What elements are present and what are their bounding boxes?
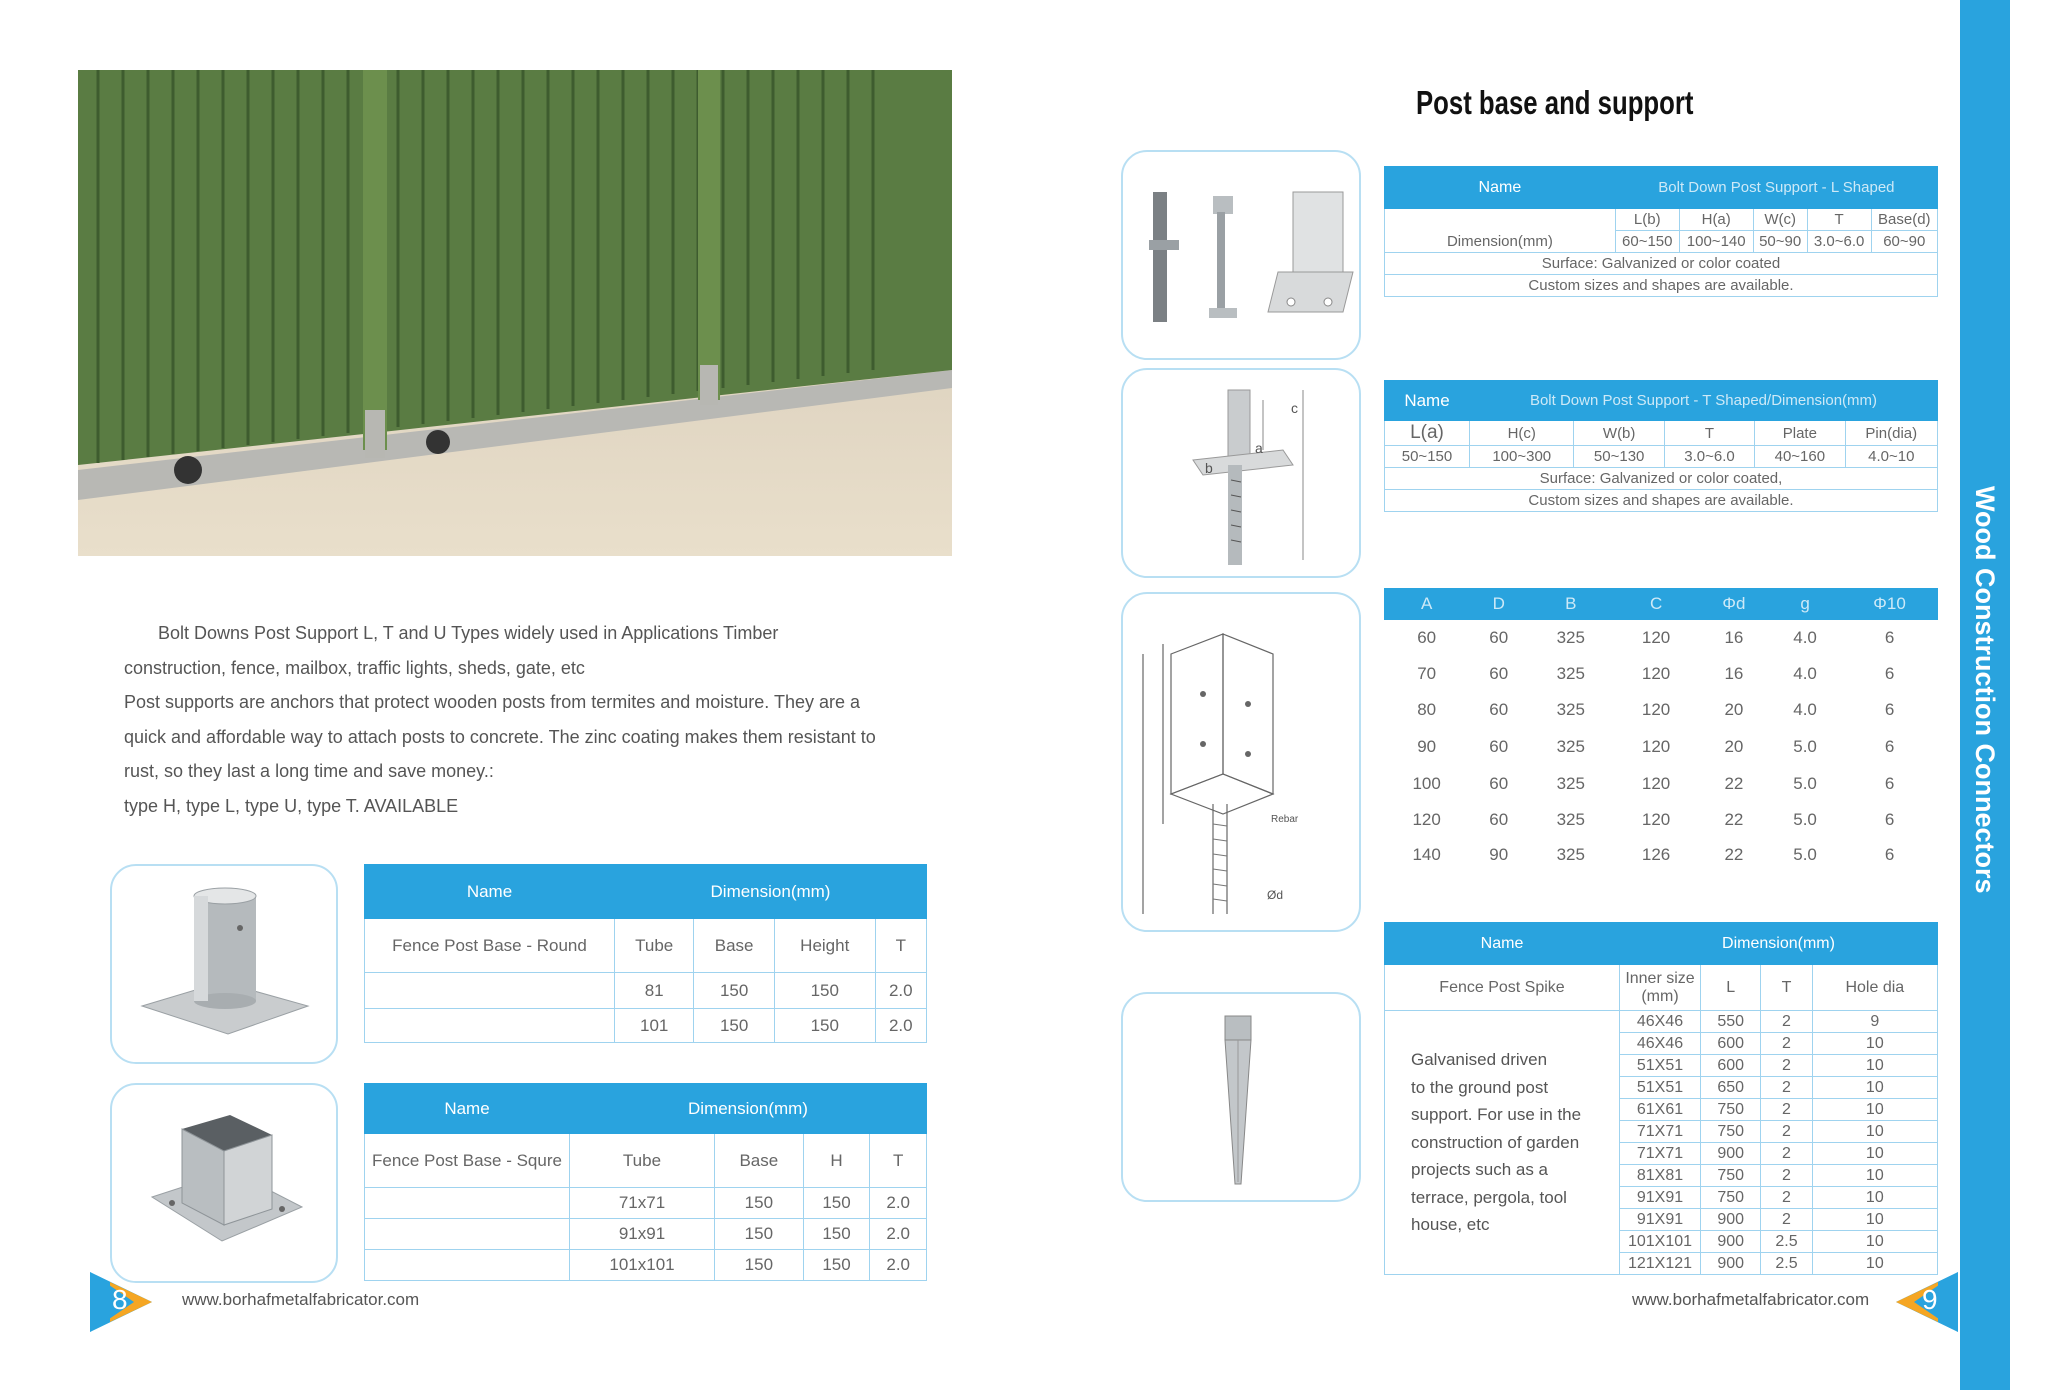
cell: 91X91 xyxy=(1620,1187,1701,1209)
surface-note: Surface: Galvanized or color coated xyxy=(1385,253,1938,275)
cell: 10 xyxy=(1812,1055,1937,1077)
table-row xyxy=(1384,802,1938,837)
cell: 325 xyxy=(1556,844,1585,864)
page-number: 8 xyxy=(112,1284,128,1315)
diagram-label-a: a xyxy=(1255,440,1263,456)
col-header: L(a) xyxy=(1385,421,1470,446)
cell: 650 xyxy=(1701,1077,1761,1099)
col-tube: Tube xyxy=(570,1134,715,1188)
col-header: Plate xyxy=(1755,421,1845,446)
cell: 900 xyxy=(1701,1231,1761,1253)
col-header: H(c) xyxy=(1470,421,1574,446)
cell: 121X121 xyxy=(1620,1253,1701,1275)
cell: 101X101 xyxy=(1620,1231,1701,1253)
cell: 50~90 xyxy=(1753,231,1807,253)
cell: 100 xyxy=(1412,774,1441,793)
cell: 6 xyxy=(1884,700,1895,719)
cell: 81X81 xyxy=(1620,1165,1701,1187)
col-header: H(a) xyxy=(1679,209,1753,231)
col-header: W(b) xyxy=(1574,421,1664,446)
col-header-name: Name xyxy=(365,865,615,919)
intro-line: quick and affordable way to attach posts to concrete. The zinc coating makes them resistant to xyxy=(124,726,876,747)
cell: 2 xyxy=(1761,1033,1812,1055)
product-description xyxy=(1385,1011,1620,1275)
cell: 22 xyxy=(1724,774,1744,793)
col-header-dimension: Dimension(mm) xyxy=(1620,923,1938,965)
description-line: construction of garden xyxy=(1411,1132,1580,1152)
cell: 120 xyxy=(1641,774,1671,793)
description-line: projects such as a xyxy=(1411,1160,1549,1180)
col-header: g xyxy=(1800,594,1810,613)
diagram-label-b: b xyxy=(1205,460,1213,476)
product-name: Fence Post Spike xyxy=(1385,965,1620,1011)
square-post-base-table xyxy=(364,1083,927,1281)
cell: 10 xyxy=(1812,1143,1937,1165)
cell: 150 xyxy=(694,973,775,1009)
cell: 10 xyxy=(1812,1187,1937,1209)
cell: 150 xyxy=(803,1188,870,1219)
square-post-base-image xyxy=(110,1083,338,1283)
cell: 90 xyxy=(1417,737,1437,756)
table-row xyxy=(1384,766,1938,802)
cell: 2 xyxy=(1761,1077,1812,1099)
cell: 2 xyxy=(1761,1187,1812,1209)
col-header-name: Name xyxy=(365,1084,570,1134)
cell: 10 xyxy=(1812,1231,1937,1253)
website-url-right[interactable]: www.borhafmetalfabricator.com xyxy=(1632,1290,1870,1309)
description-line: terrace, pergola, tool xyxy=(1411,1187,1567,1207)
table-row xyxy=(1384,692,1938,728)
table-row xyxy=(365,1250,927,1281)
col-header-name: Name xyxy=(1385,923,1620,965)
cell: 50~130 xyxy=(1574,446,1664,468)
page-number: 9 xyxy=(1922,1284,1938,1315)
custom-note: Custom sizes and shapes are available. xyxy=(1385,275,1938,297)
table-row xyxy=(1384,656,1938,692)
cell: 2.0 xyxy=(875,973,926,1009)
cell: 900 xyxy=(1701,1253,1761,1275)
cell: 150 xyxy=(803,1219,870,1250)
cell: 16 xyxy=(1724,664,1744,683)
cell: 150 xyxy=(774,973,875,1009)
table-row xyxy=(365,1188,927,1219)
col-header: A xyxy=(1420,594,1433,613)
col-header: Pin(dia) xyxy=(1845,421,1937,446)
diagram-label-od: Ød xyxy=(1267,888,1284,902)
cell: 60 xyxy=(1417,628,1437,647)
col-header: W(c) xyxy=(1753,209,1807,231)
cell: 10 xyxy=(1812,1165,1937,1187)
cell: 81 xyxy=(615,973,694,1009)
cell: 4.0 xyxy=(1793,700,1817,719)
col-t: T xyxy=(870,1134,927,1188)
cell: 2.5 xyxy=(1761,1231,1812,1253)
col-header: C xyxy=(1649,594,1663,613)
cell: 900 xyxy=(1701,1209,1761,1231)
u-shaped-support-diagram xyxy=(1121,592,1361,932)
cell: 6 xyxy=(1884,844,1895,864)
round-post-base-image xyxy=(110,864,338,1064)
row-label: Dimension(mm) xyxy=(1385,231,1616,253)
u-shaped-support-table xyxy=(1384,588,1938,872)
cell: 600 xyxy=(1701,1055,1761,1077)
col-height: Height xyxy=(774,919,875,973)
cell: 140 xyxy=(1412,844,1441,864)
cell: 10 xyxy=(1812,1209,1937,1231)
cell: 60 xyxy=(1489,809,1509,829)
table-row xyxy=(365,1219,927,1250)
col-header-dimension: Dimension(mm) xyxy=(615,865,927,919)
round-post-base-table xyxy=(364,864,927,1043)
cell: 120 xyxy=(1641,700,1671,719)
cell: 6 xyxy=(1884,628,1895,647)
table-row xyxy=(1384,837,1938,872)
cell: 40~160 xyxy=(1755,446,1845,468)
col-header: Φd xyxy=(1722,594,1746,613)
cell: 120 xyxy=(1412,809,1441,829)
page-number-left xyxy=(90,1272,154,1332)
cell: 5.0 xyxy=(1793,737,1817,756)
cell: 5.0 xyxy=(1793,774,1817,793)
cell: 51X51 xyxy=(1620,1077,1701,1099)
cell: 70 xyxy=(1417,664,1437,683)
side-tab xyxy=(1960,0,2010,1390)
cell: 2 xyxy=(1761,1099,1812,1121)
col-header: B xyxy=(1565,594,1577,613)
col-header: L xyxy=(1701,965,1761,1011)
cell: 900 xyxy=(1701,1143,1761,1165)
cell: 60 xyxy=(1489,700,1509,719)
cell: 71X71 xyxy=(1620,1121,1701,1143)
cell: 6 xyxy=(1884,809,1895,829)
l-shaped-support-image xyxy=(1121,150,1361,360)
cell: 51X51 xyxy=(1620,1055,1701,1077)
cell: 150 xyxy=(774,1009,875,1043)
cell: 2 xyxy=(1761,1209,1812,1231)
col-header: Hole dia xyxy=(1812,965,1937,1011)
t-shaped-support-image xyxy=(1121,368,1361,578)
intro-line: rust, so they last a long time and save money.: xyxy=(124,761,494,781)
cell: 60~150 xyxy=(1615,231,1679,253)
cell: 10 xyxy=(1812,1077,1937,1099)
cell: 325 xyxy=(1556,700,1585,719)
t-shaped-support-table xyxy=(1384,380,1938,512)
surface-note: Surface: Galvanized or color coated, xyxy=(1385,468,1938,490)
cell: 50~150 xyxy=(1385,446,1470,468)
cell: 10 xyxy=(1812,1033,1937,1055)
cell: 600 xyxy=(1701,1033,1761,1055)
cell: 4.0 xyxy=(1793,664,1817,683)
col-header: L(b) xyxy=(1615,209,1679,231)
cell: 150 xyxy=(714,1250,803,1281)
page-title: Post base and support xyxy=(1416,84,1694,121)
cell: 325 xyxy=(1556,664,1585,683)
cell: 60 xyxy=(1489,628,1509,647)
intro-paragraph xyxy=(124,616,964,823)
cell: 750 xyxy=(1701,1165,1761,1187)
cell: 150 xyxy=(803,1250,870,1281)
cell: 3.0~6.0 xyxy=(1807,231,1871,253)
table-row xyxy=(1384,728,1938,766)
cell: 10 xyxy=(1812,1099,1937,1121)
fence-photo xyxy=(78,70,952,556)
cell: 2 xyxy=(1761,1121,1812,1143)
cell: 2.0 xyxy=(875,1009,926,1043)
cell: 550 xyxy=(1701,1011,1761,1033)
cell: 325 xyxy=(1556,774,1585,793)
cell: 60 xyxy=(1489,737,1509,756)
cell: 60 xyxy=(1489,774,1509,793)
col-h: H xyxy=(803,1134,870,1188)
side-tab-text: Wood Construction Connectors xyxy=(1970,486,2000,894)
cell: 2.0 xyxy=(870,1250,927,1281)
fence-post-spike-table xyxy=(1384,922,1938,1275)
cell: 750 xyxy=(1701,1099,1761,1121)
diagram-label-c: c xyxy=(1291,400,1298,416)
cell: 4.0~10 xyxy=(1845,446,1937,468)
intro-line: type H, type L, type U, type T. AVAILABLE xyxy=(124,795,459,816)
col-header: T xyxy=(1807,209,1871,231)
cell: 750 xyxy=(1701,1121,1761,1143)
intro-line: construction, fence, mailbox, traffic lights, sheds, gate, etc xyxy=(124,657,585,678)
cell: 71X71 xyxy=(1620,1143,1701,1165)
diagram-label-rebar: Rebar xyxy=(1271,814,1299,825)
cell: 325 xyxy=(1556,809,1585,829)
cell: 2 xyxy=(1761,1011,1812,1033)
fence-post-spike-image xyxy=(1121,992,1361,1202)
col-header: Inner size (mm) xyxy=(1620,965,1701,1011)
col-header-dimension: Dimension(mm) xyxy=(570,1084,927,1134)
cell: 46X46 xyxy=(1620,1033,1701,1055)
intro-line: Bolt Downs Post Support L, T and U Types widely used in Applications Timber xyxy=(158,623,779,643)
cell: 5.0 xyxy=(1793,844,1817,864)
table-title: Bolt Down Post Support - T Shaped/Dimension(mm) xyxy=(1470,381,1938,421)
cell: 150 xyxy=(714,1188,803,1219)
cell: 150 xyxy=(714,1219,803,1250)
description-line: support. For use in the xyxy=(1411,1105,1582,1125)
table-header-row xyxy=(1384,588,1938,620)
table-row xyxy=(1385,1011,1938,1033)
cell: 3.0~6.0 xyxy=(1664,446,1754,468)
cell: 61X61 xyxy=(1620,1099,1701,1121)
cell: 60 xyxy=(1489,664,1509,683)
cell: 126 xyxy=(1641,844,1671,864)
table-row xyxy=(365,1009,927,1043)
col-header-name: Name xyxy=(1385,381,1470,421)
col-header: T xyxy=(1761,965,1812,1011)
cell: 10 xyxy=(1812,1253,1937,1275)
cell: 2 xyxy=(1761,1055,1812,1077)
cell: 100~300 xyxy=(1470,446,1574,468)
table-row xyxy=(365,973,927,1009)
cell: 16 xyxy=(1724,628,1744,647)
intro-line: Post supports are anchors that protect wooden posts from termites and moisture. They are a xyxy=(124,692,861,712)
cell: 20 xyxy=(1724,737,1744,756)
cell: 90 xyxy=(1489,844,1509,864)
cell: 6 xyxy=(1884,664,1895,683)
description-line: house, etc xyxy=(1411,1215,1490,1235)
cell: 5.0 xyxy=(1793,809,1817,829)
cell: 120 xyxy=(1641,737,1671,756)
cell: 6 xyxy=(1884,737,1895,756)
table-row xyxy=(1384,620,1938,656)
cell: 150 xyxy=(694,1009,775,1043)
website-url-left[interactable]: www.borhafmetalfabricator.com xyxy=(182,1290,420,1309)
cell: 101 xyxy=(615,1009,694,1043)
col-header: Base(d) xyxy=(1871,209,1937,231)
cell: 2.0 xyxy=(870,1188,927,1219)
cell: 91x91 xyxy=(570,1219,715,1250)
cell: 2.0 xyxy=(870,1219,927,1250)
cell: 100~140 xyxy=(1679,231,1753,253)
cell: 46X46 xyxy=(1620,1011,1701,1033)
cell: 325 xyxy=(1556,737,1585,756)
l-shaped-support-table xyxy=(1384,166,1938,297)
cell: 22 xyxy=(1724,844,1744,864)
product-name: Fence Post Base - Round xyxy=(365,919,615,973)
col-header-name: Name xyxy=(1385,167,1616,209)
product-name: Fence Post Base - Squre xyxy=(365,1134,570,1188)
cell: 101x101 xyxy=(570,1250,715,1281)
cell: 91X91 xyxy=(1620,1209,1701,1231)
description-line: Galvanised driven xyxy=(1411,1050,1548,1070)
custom-note: Custom sizes and shapes are available. xyxy=(1385,490,1938,512)
cell: 120 xyxy=(1641,809,1671,829)
page-number-right xyxy=(1894,1272,1958,1332)
cell: 4.0 xyxy=(1793,628,1817,647)
cell: 22 xyxy=(1724,809,1744,829)
cell: 2 xyxy=(1761,1165,1812,1187)
cell: 2 xyxy=(1761,1143,1812,1165)
cell: 120 xyxy=(1641,664,1671,683)
cell: 20 xyxy=(1724,700,1744,719)
cell: 71x71 xyxy=(570,1188,715,1219)
col-base: Base xyxy=(694,919,775,973)
cell: 120 xyxy=(1641,628,1671,647)
col-header: Φ10 xyxy=(1873,594,1906,613)
table-title: Bolt Down Post Support - L Shaped xyxy=(1615,167,1937,209)
col-t: T xyxy=(875,919,926,973)
col-header: D xyxy=(1492,594,1505,613)
cell: 6 xyxy=(1884,774,1895,793)
col-header: T xyxy=(1664,421,1754,446)
col-base: Base xyxy=(714,1134,803,1188)
description-line: to the ground post xyxy=(1411,1077,1549,1097)
col-tube: Tube xyxy=(615,919,694,973)
cell: 80 xyxy=(1417,700,1437,719)
cell: 2.5 xyxy=(1761,1253,1812,1275)
cell: 10 xyxy=(1812,1121,1937,1143)
cell: 9 xyxy=(1812,1011,1937,1033)
cell: 750 xyxy=(1701,1187,1761,1209)
cell: 325 xyxy=(1556,628,1585,647)
cell: 60~90 xyxy=(1871,231,1937,253)
